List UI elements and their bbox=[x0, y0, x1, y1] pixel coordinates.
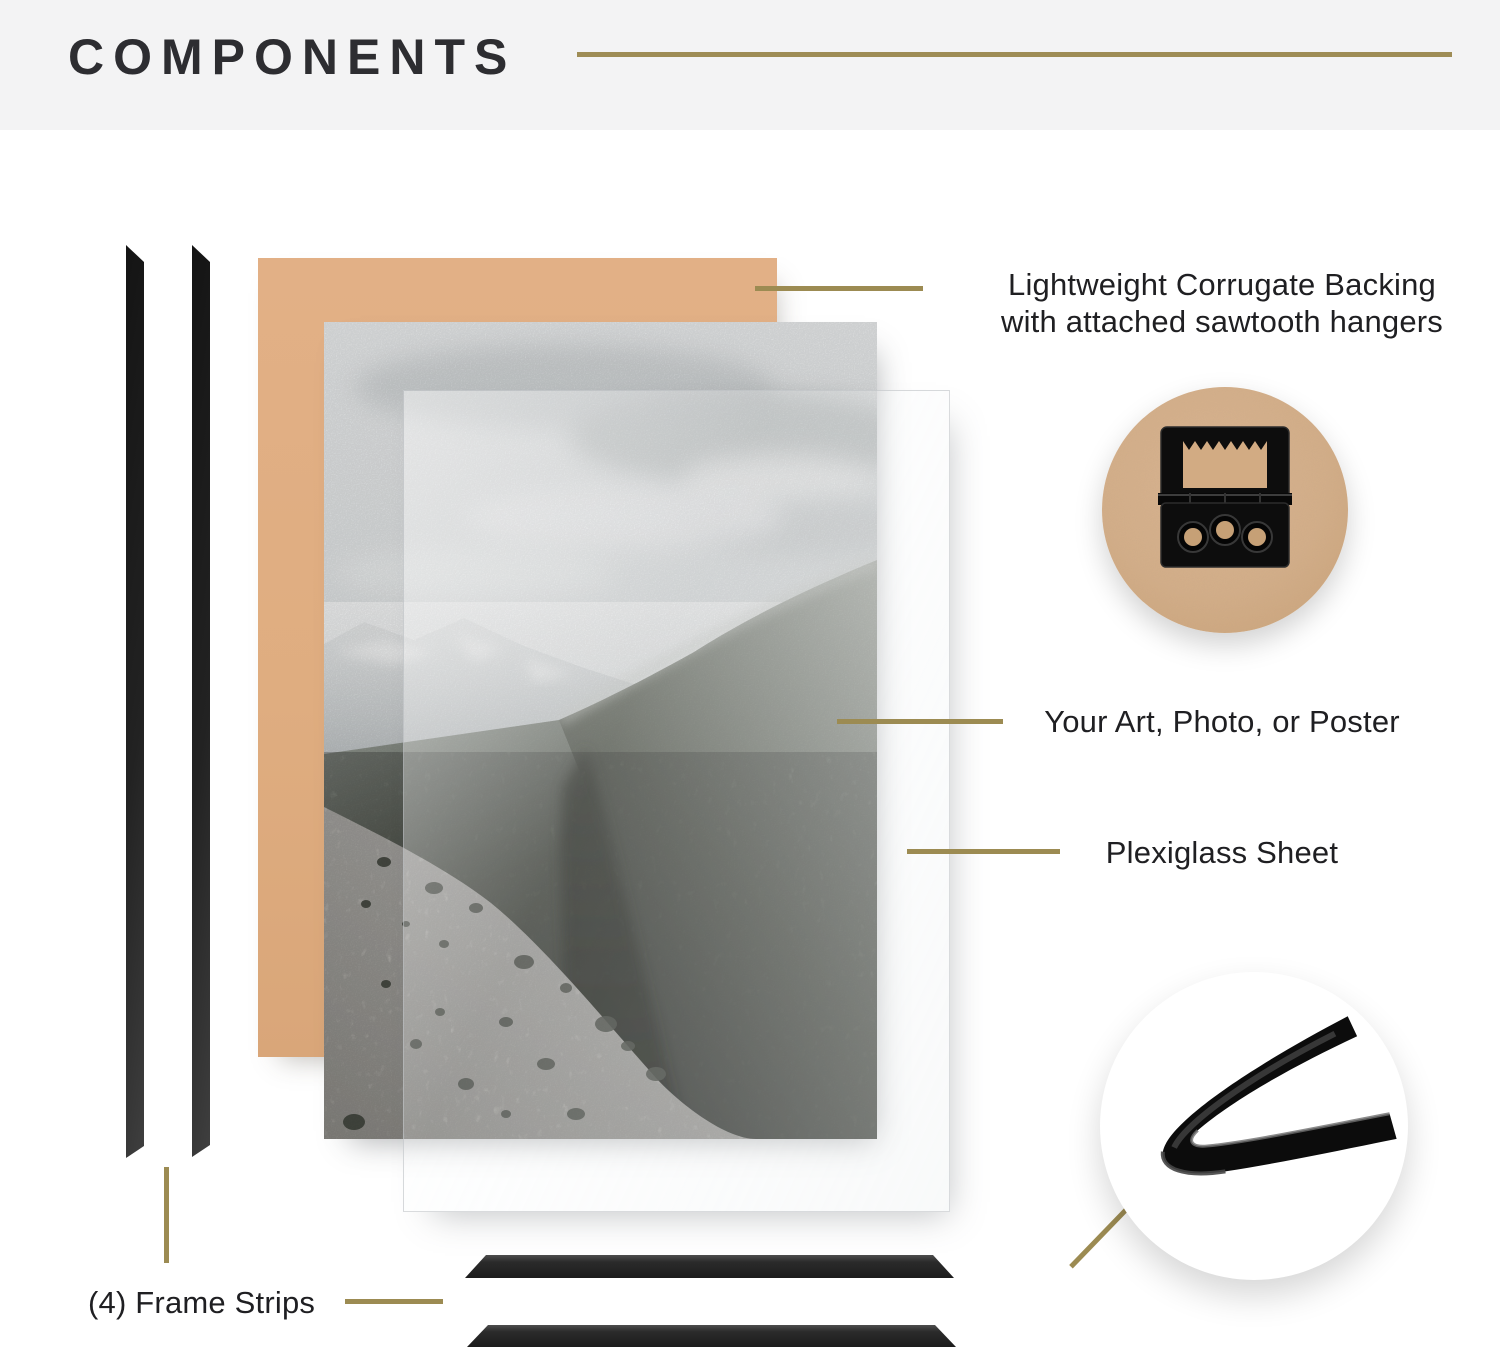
label-backing bbox=[947, 266, 1497, 340]
page-title: COMPONENTS bbox=[68, 29, 517, 85]
label-backing-line2: with attached sawtooth hangers bbox=[1001, 304, 1443, 339]
frame-strip-horizontal-2 bbox=[467, 1325, 956, 1347]
plexiglass-sheet bbox=[403, 390, 950, 1212]
frame-strip-vertical-2 bbox=[192, 245, 210, 1157]
frame-strip-profile-icon bbox=[1100, 972, 1408, 1280]
label-backing-line1: Lightweight Corrugate Backing bbox=[1008, 267, 1436, 302]
label-art: Your Art, Photo, or Poster bbox=[1044, 704, 1400, 739]
frame-strip-vertical-1 bbox=[126, 245, 144, 1158]
label-plexiglass: Plexiglass Sheet bbox=[1105, 835, 1339, 870]
sawtooth-hanger-icon bbox=[1102, 387, 1348, 633]
header-band bbox=[0, 0, 1500, 130]
profile-inset-circle bbox=[1100, 972, 1408, 1280]
frame-strip-horizontal-1 bbox=[465, 1255, 954, 1278]
connector-line-backing bbox=[755, 286, 923, 291]
hanger-inset-circle bbox=[1102, 387, 1348, 633]
label-frame-strips: (4) Frame Strips bbox=[88, 1285, 316, 1320]
connector-line-strips-vertical bbox=[164, 1167, 169, 1263]
connector-line-strips-horizontal bbox=[345, 1299, 443, 1304]
header-rule bbox=[577, 52, 1452, 57]
